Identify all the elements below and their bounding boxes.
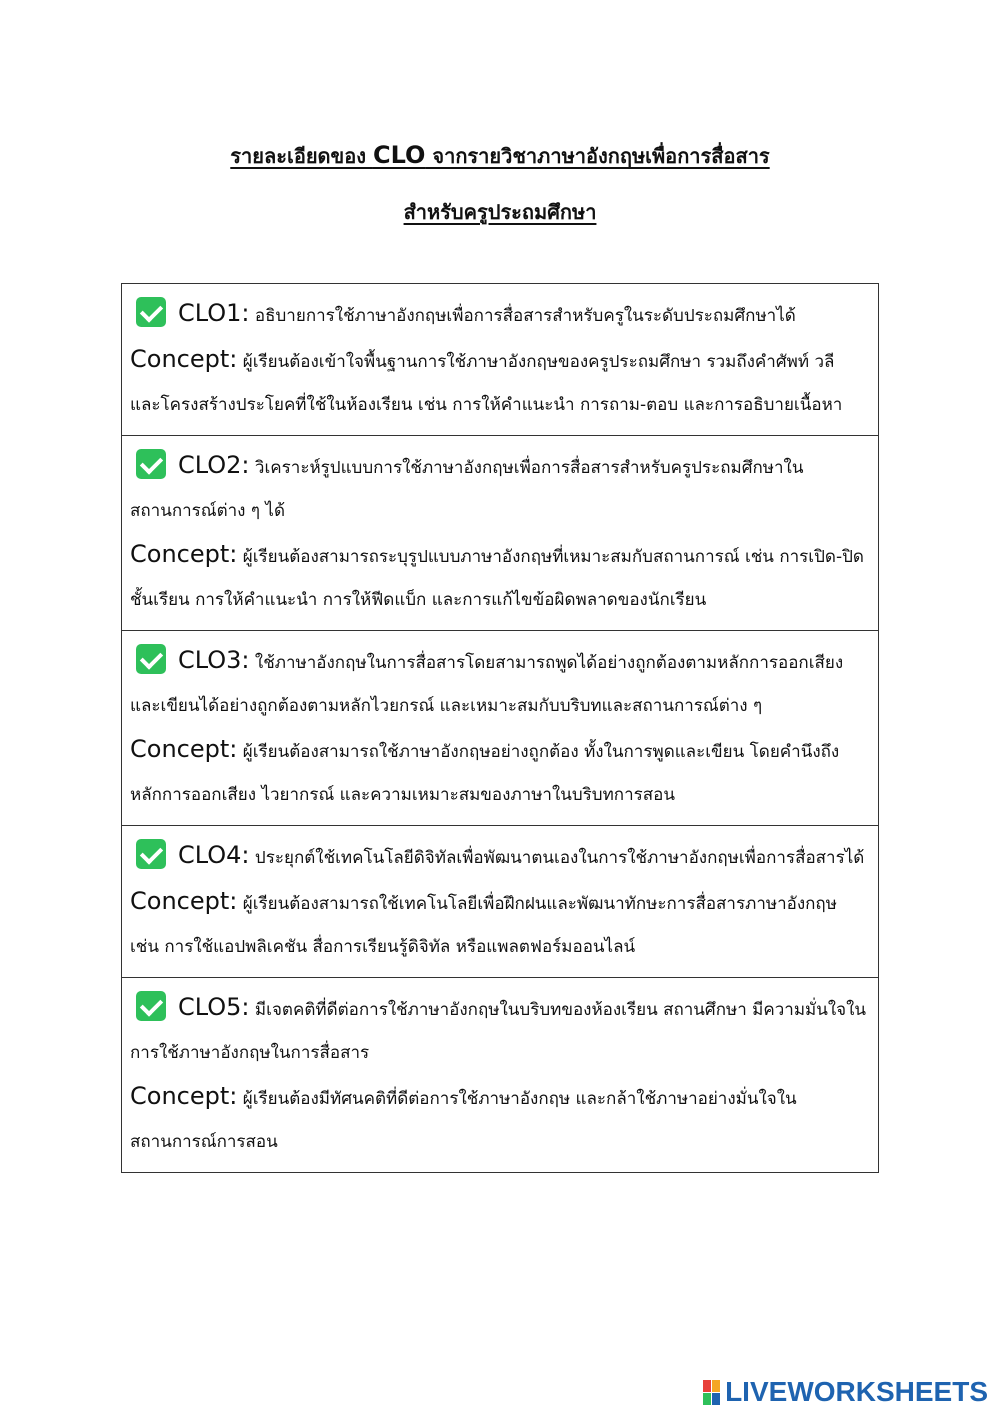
concept-text: ผู้เรียนต้องสามารถระบุรูปแบบภาษาอังกฤษที่เหมาะสมกับสถานการณ์ เช่น การเปิด-ปิดชั้นเรียน การให้คำแนะนำ การให้ฟีดแบ็ก และการแก้ไขข้อผิดพลาดของนักเรียน [130, 547, 864, 610]
check-mark-icon [136, 839, 166, 869]
concept-label: Concept: [130, 345, 238, 373]
concept-label: Concept: [130, 1082, 238, 1110]
clo-row-5 [122, 978, 879, 1173]
title-prefix: รายละเอียดของ [230, 144, 373, 168]
concept-text: ผู้เรียนต้องมีทัศนคติที่ดีต่อการใช้ภาษาอังกฤษ และกล้าใช้ภาษาอย่างมั่นใจในสถานการณ์การสอน [130, 1089, 797, 1152]
clo-cell [122, 826, 879, 978]
document-title [0, 140, 1000, 172]
concept-text: ผู้เรียนต้องสามารถใช้ภาษาอังกฤษอย่างถูกต้อง ทั้งในการพูดและเขียน โดยคำนึงถึงหลักการออกเสียง ไวยากรณ์ และความเหมาะสมของภาษาในบริบทการสอน [130, 742, 840, 805]
logo-blocks-icon [703, 1380, 720, 1405]
title-clo: CLO [372, 141, 426, 169]
concept-text: ผู้เรียนต้องเข้าใจพื้นฐานการใช้ภาษาอังกฤษของครูประถมศึกษา รวมถึงคำศัพท์ วลี และโครงสร้างประโยคที่ใช้ในห้องเรียน เช่น การให้คำแนะนำ การถาม-ตอบ และการอธิบายเนื้อหา [130, 352, 843, 415]
check-mark-icon [136, 297, 166, 327]
concept-label: Concept: [130, 735, 238, 763]
clo-description: ประยุกต์ใช้เทคโนโลยีดิจิทัลเพื่อพัฒนาตนเองในการใช้ภาษาอังกฤษเพื่อการสื่อสารได้ [249, 848, 865, 868]
clo-label: CLO3: [178, 646, 250, 674]
concept-text: ผู้เรียนต้องสามารถใช้เทคโนโลยีเพื่อฝึกฝนและพัฒนาทักษะการสื่อสารภาษาอังกฤษ เช่น การใช้แอปพลิเคชัน สื่อการเรียนรู้ดิจิทัล หรือแพลตฟอร์มออนไลน์ [130, 894, 837, 957]
clo-label: CLO2: [178, 451, 250, 479]
concept-label: Concept: [130, 887, 238, 915]
clo-description: อธิบายการใช้ภาษาอังกฤษเพื่อการสื่อสารสำหรับครูในระดับประถมศึกษาได้ [249, 306, 796, 326]
clo-cell [122, 436, 879, 631]
clo-label: CLO1: [178, 299, 250, 327]
check-mark-icon [136, 991, 166, 1021]
clo-cell [122, 978, 879, 1173]
check-mark-icon [136, 449, 166, 479]
check-mark-icon [136, 644, 166, 674]
clo-label: CLO5: [178, 993, 250, 1021]
clo-cell [122, 284, 879, 436]
clo-row-1 [122, 284, 879, 436]
clo-description: ใช้ภาษาอังกฤษในการสื่อสารโดยสามารถพูดได้อย่างถูกต้องตามหลักการออกเสียงและเขียนได้อย่างถูกต้องตามหลักไวยกรณ์ และเหมาะสมกับบริบทและสถานการณ์ต่าง ๆ [130, 653, 844, 716]
clo-row-3 [122, 631, 879, 826]
clo-description: มีเจตคติที่ดีต่อการใช้ภาษาอังกฤษในบริบทของห้องเรียน สถานศึกษา มีความมั่นใจในการใช้ภาษาอังกฤษในการสื่อสาร [130, 1000, 867, 1063]
logo-text: LIVEWORKSHEETS [725, 1376, 988, 1407]
clo-label: CLO4: [178, 841, 250, 869]
concept-label: Concept: [130, 540, 238, 568]
clo-row-4 [122, 826, 879, 978]
liveworksheets-logo [703, 1376, 988, 1408]
document-subtitle: สำหรับครูประถมศึกษา [403, 200, 597, 224]
clo-row-2 [122, 436, 879, 631]
clo-table [121, 283, 879, 1173]
clo-description: วิเคราะห์รูปแบบการใช้ภาษาอังกฤษเพื่อการสื่อสารสำหรับครูประถมศึกษาในสถานการณ์ต่าง ๆ ได้ [130, 458, 804, 521]
title-suffix: จากรายวิชาภาษาอังกฤษเพื่อการสื่อสาร [425, 144, 770, 168]
clo-cell [122, 631, 879, 826]
